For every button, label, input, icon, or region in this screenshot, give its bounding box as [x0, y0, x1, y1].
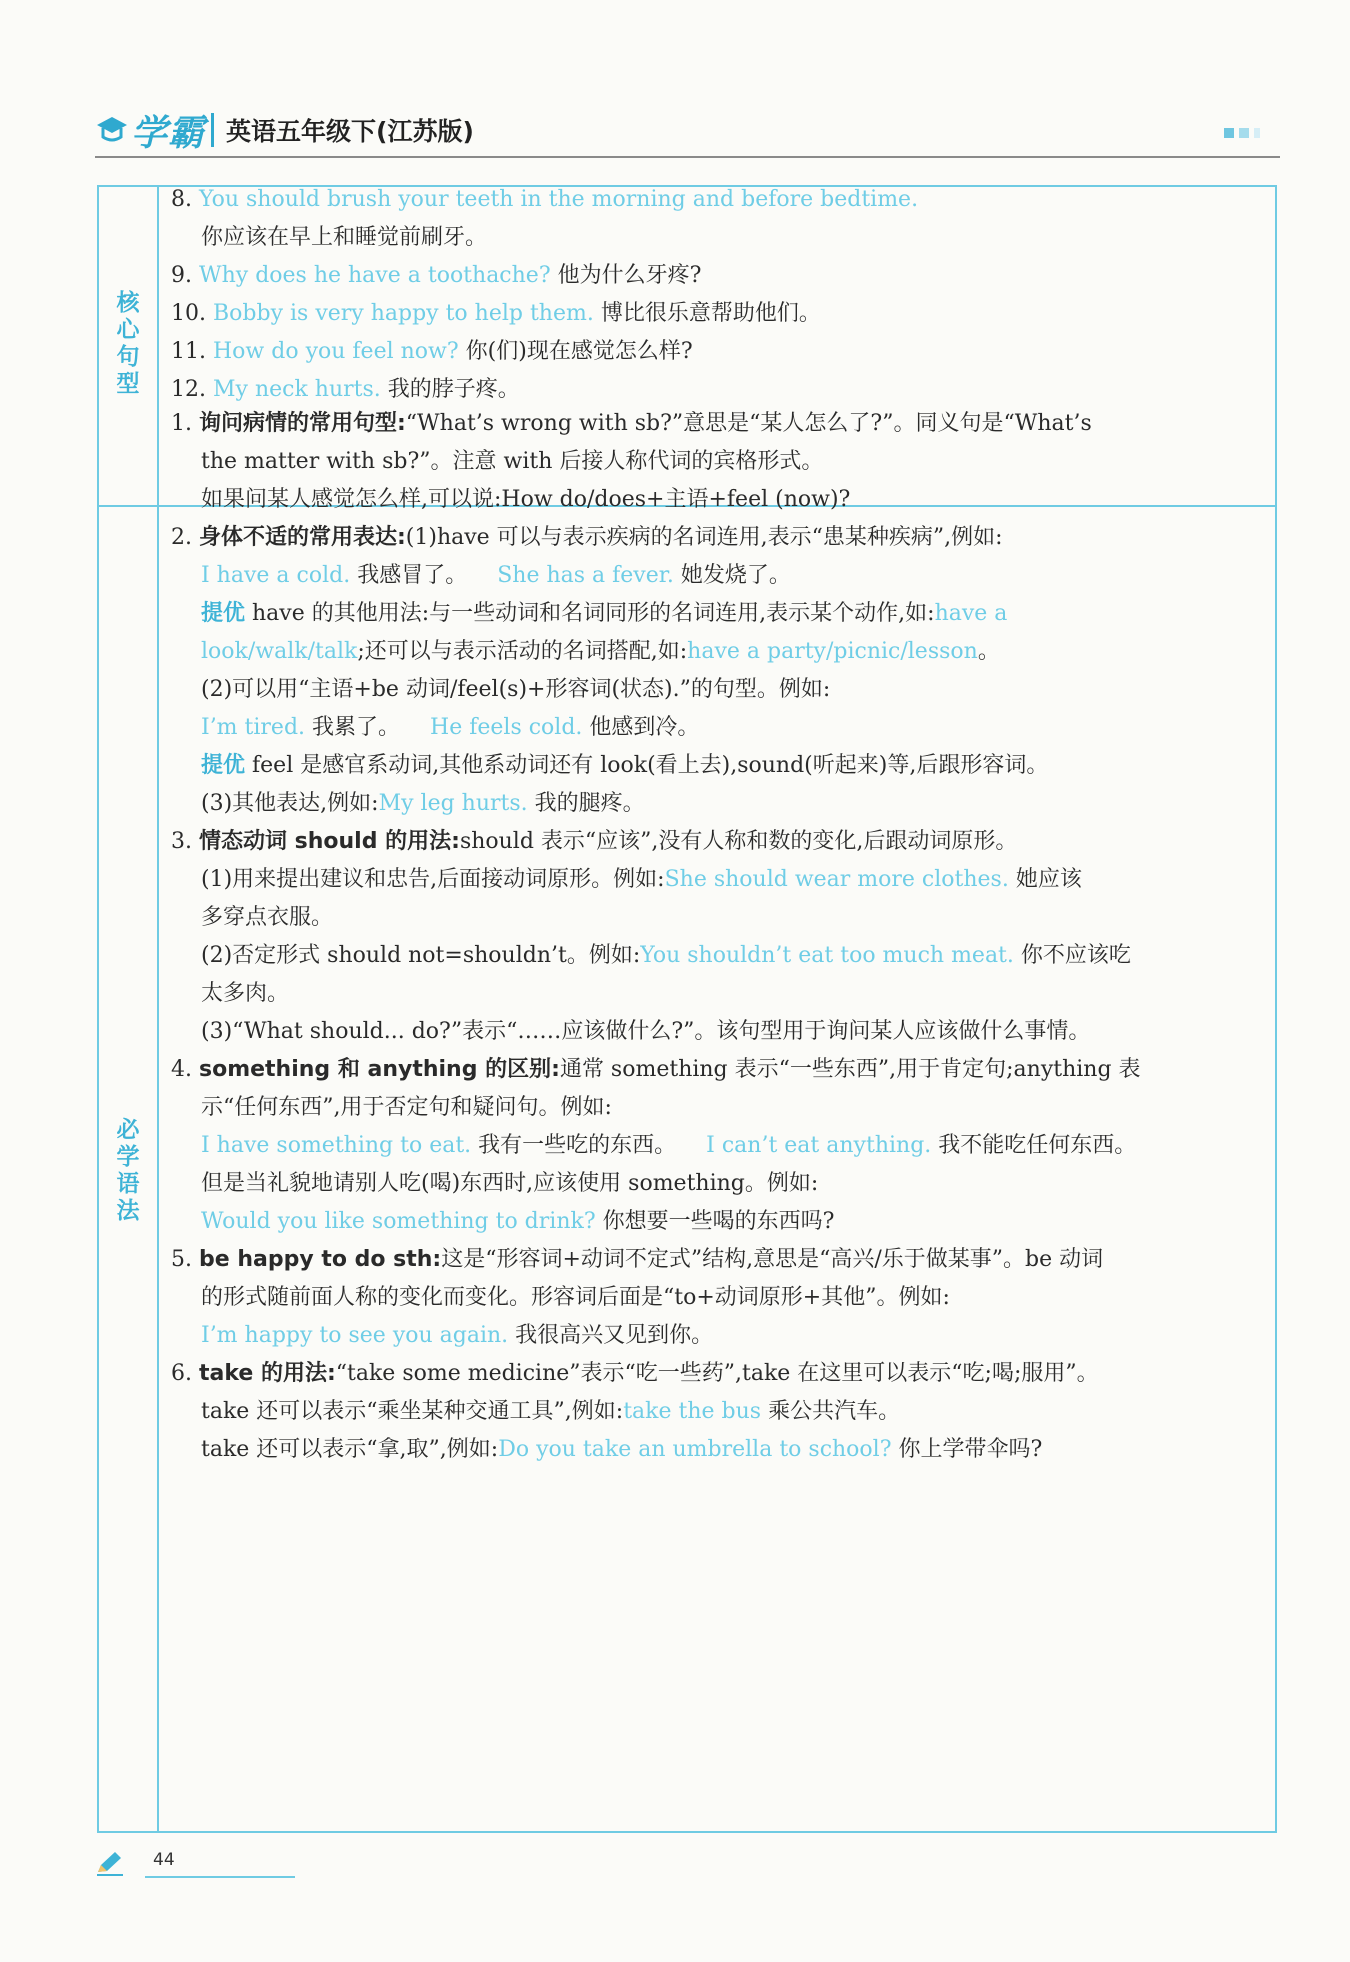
- text-line: take 还可以表示“乘坐某种交通工具”,例如:take the bus 乘公共汽车。: [201, 1399, 901, 1424]
- example-line: I’m tired. 我累了。 He feels cold. 他感到冷。: [201, 715, 700, 740]
- grammar-point-1: 1. 询问病情的常用句型:“What’s wrong with sb?”意思是“某人怎么了?”。同义句是“What’s: [171, 411, 1092, 436]
- grammar-point-3: 3. 情态动词 should 的用法:should 表示“应该”,没有人称和数的变化,后跟动词原形。: [171, 829, 1018, 854]
- tip-line: 提优 have 的其他用法:与一些动词和名词同形的名词连用,表示某个动作,如:have a: [201, 601, 1008, 626]
- text-line: (3)其他表达,例如:My leg hurts. 我的腿疼。: [201, 791, 645, 816]
- tip-line: 提优 feel 是感官系动词,其他系动词还有 look(看上去),sound(听起来)等,后跟形容词。: [201, 753, 1049, 778]
- example-line: I have a cold. 我感冒了。 She has a fever. 她发烧了。: [201, 563, 791, 588]
- grammar-point-4: 4. something 和 anything 的区别:通常 something 表示“一些东西”,用于肯定句;anything 表: [171, 1057, 1141, 1082]
- brand-logo: [95, 100, 474, 160]
- text-line: (2)否定形式 should not=shouldn’t。例如:You shouldn’t eat too much meat. 你不应该吃: [201, 943, 1131, 968]
- page-number: 44: [153, 1850, 175, 1870]
- tip-line: look/walk/talk;还可以与表示活动的名词搭配,如:have a party/picnic/lesson。: [201, 639, 1000, 664]
- sentence-translation: 你应该在早上和睡觉前刷牙。: [201, 225, 488, 250]
- section-label-core-sentences: 核 心 句 型: [116, 290, 140, 397]
- grammar-point-6: 6. take 的用法:“take some medicine”表示“吃一些药”,take 在这里可以表示“吃;喝;服用”。: [171, 1361, 1099, 1386]
- grammar-point-2: 2. 身体不适的常用表达:(1)have 可以与表示疾病的名词连用,表示“患某种疾病”,例如:: [171, 525, 1003, 550]
- footer-rule: [145, 1876, 295, 1878]
- grammar-point-5: 5. be happy to do sth:这是“形容词+动词不定式”结构,意思是“高兴/乐于做某事”。be 动词: [171, 1247, 1104, 1272]
- graduation-cap-icon: [95, 113, 129, 147]
- text-line: 如果问某人感觉怎么样,可以说:How do/does+主语+feel (now)?: [201, 487, 851, 512]
- sentence-item: 9. Why does he have a toothache? 他为什么牙疼?: [171, 263, 702, 288]
- sentence-item: 11. How do you feel now? 你(们)现在感觉怎么样?: [171, 339, 693, 364]
- section-label-grammar: 必 学 语 法: [116, 1117, 140, 1224]
- text-line: 示“任何东西”,用于否定句和疑问句。例如:: [201, 1095, 612, 1120]
- sentence-item: 12. My neck hurts. 我的脖子疼。: [171, 377, 520, 402]
- example-line: I have something to eat. 我有一些吃的东西。 I can’t eat anything. 我不能吃任何东西。: [201, 1133, 1137, 1158]
- sentence-item: 8. You should brush your teeth in the morning and before bedtime.: [171, 187, 919, 212]
- text-line: 的形式随前面人称的变化而变化。形容词后面是“to+动词原形+其他”。例如:: [201, 1285, 950, 1310]
- logo-text: 学霸: [131, 112, 206, 154]
- book-title: 英语五年级下(江苏版): [226, 117, 474, 146]
- text-line: 多穿点衣服。: [201, 905, 334, 930]
- pencil-icon: [95, 1850, 125, 1876]
- side-column: [99, 187, 159, 1831]
- page-header: [95, 100, 1280, 160]
- text-line: (1)用来提出建议和忠告,后面接动词原形。例如:She should wear more clothes. 她应该: [201, 867, 1082, 892]
- example-line: I’m happy to see you again. 我很高兴又见到你。: [201, 1323, 714, 1348]
- page-footer: [95, 1848, 295, 1878]
- logo-divider: [211, 113, 214, 147]
- example-line: Would you like something to drink? 你想要一些喝的东西吗?: [201, 1209, 835, 1234]
- text-line: 但是当礼貌地请别人吃(喝)东西时,应该使用 something。例如:: [201, 1171, 819, 1196]
- text-line: 太多肉。: [201, 981, 290, 1006]
- header-decoration: [1224, 128, 1260, 138]
- text-line: (3)“What should... do?”表示“……应该做什么?”。该句型用于询问某人应该做什么事情。: [201, 1019, 1091, 1044]
- text-line: take 还可以表示“拿,取”,例如:Do you take an umbrella to school? 你上学带伞吗?: [201, 1437, 1043, 1462]
- sentence-item: 10. Bobby is very happy to help them. 博比很乐意帮助他们。: [171, 301, 821, 326]
- text-line: the matter with sb?”。注意 with 后接人称代词的宾格形式。: [201, 449, 824, 474]
- content-box: [97, 185, 1277, 1833]
- text-line: (2)可以用“主语+be 动词/feel(s)+形容词(状态).”的句型。例如:: [201, 677, 831, 702]
- header-rule: [95, 156, 1280, 158]
